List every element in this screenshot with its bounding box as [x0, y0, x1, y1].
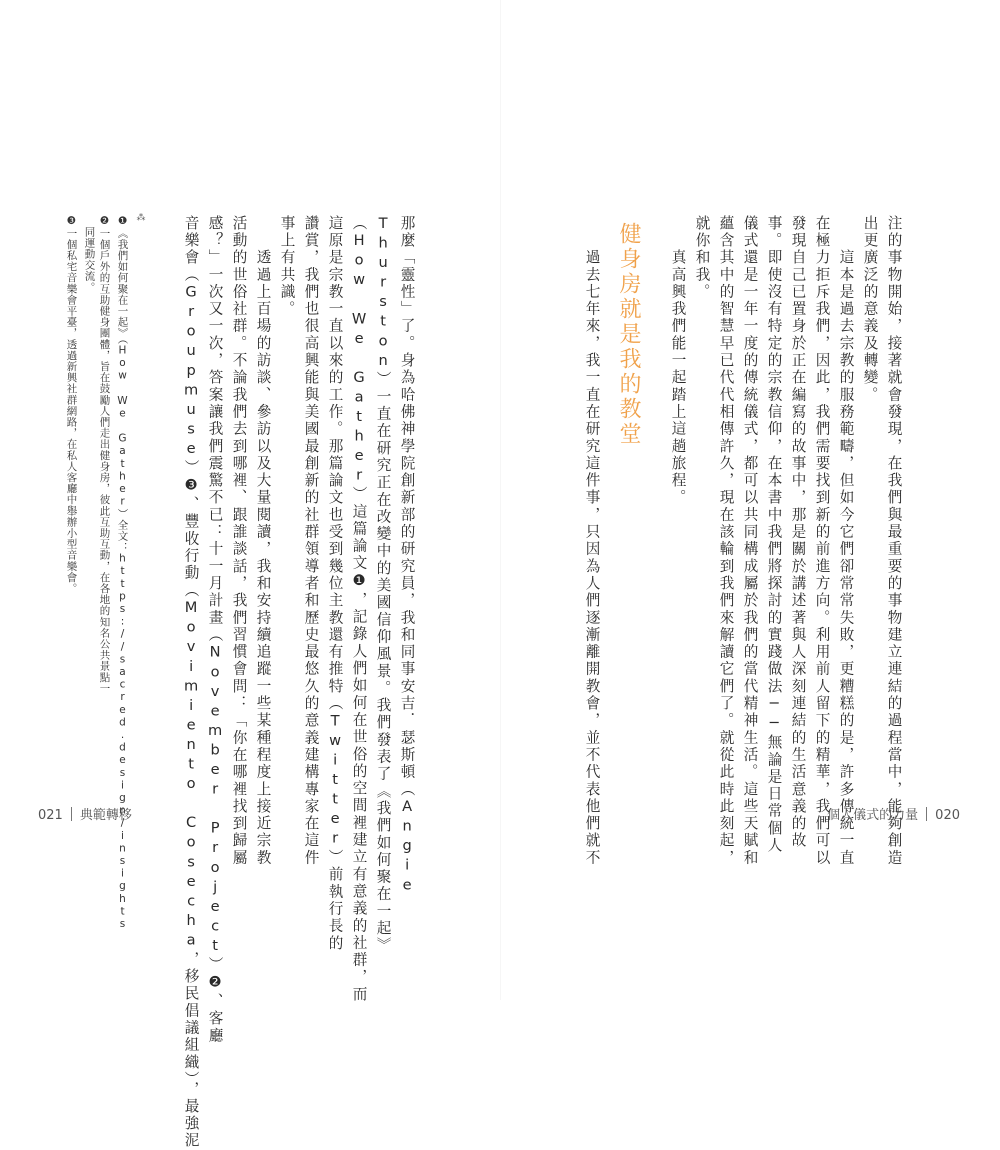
footnote-3: ❸一個私宅音樂會平臺，透過新興社群網路，在私人客廳中舉辦小型音樂會。	[65, 215, 78, 594]
left-text-column-8: 活動的世俗社群。不論我們去到哪裡、跟誰談話，我們習慣會問：「你在哪裡找到歸屬	[230, 215, 248, 867]
right-text-column-1: 注的事物開始，接著就會發現，在我們與最重要的事物建立連結的過程當中，能夠創造	[885, 215, 903, 867]
left-text-column-7: 透過上百場的訪談、參訪以及大量閱讀，我和安持續追蹤一些某種程度上接近宗教	[254, 215, 272, 867]
left-text-column-9: 感？」一次又一次，答案讓我們震驚不已：十一月計畫（November Project）❷、客廳	[206, 215, 224, 1045]
footer-divider	[926, 807, 927, 821]
right-text-column-4: 在極力拒斥我們，因此，我們需要找到新的前進方向。利用前人留下的精華，我們可以	[813, 215, 831, 867]
left-text-column-1: 那麼「靈性」了。身為哈佛神學院創新部的研究員，我和同事安吉．瑟斯頓（Angie	[398, 215, 416, 896]
right-text-column-2: 出更廣泛的意義及轉變。	[861, 215, 879, 404]
right-text-column-11: 過去七年來，我一直在研究這件事，只因為人們逐漸離開教會，並不代表他們就不	[583, 215, 601, 867]
left-text-column-4: 這原是宗教一直以來的工作。那篇論文也受到幾位主教還有推特（Twitter）前執行長的	[326, 215, 344, 953]
right-text-column-9: 就你和我。	[693, 215, 711, 301]
left-text-column-10: 音樂會（Groupmuse）❸、豐收行動（Movimiento Cosecha，移民倡議組織），最強泥	[182, 215, 200, 1150]
footnote-2: ❷一個戶外的互助健身團體，旨在鼓勵人們走出健身房，彼此互助互動，在各地的知名公共景點一	[98, 215, 111, 694]
page-spine	[500, 0, 501, 1000]
left-text-column-6: 事上有共識。	[278, 215, 296, 318]
left-page-footer	[38, 804, 132, 823]
right-text-column-10: 真高興我們能一起踏上這趟旅程。	[669, 215, 687, 507]
left-text-column-3: （How We Gather）這篇論文❶，記錄人們如何在世俗的空間裡建立有意義的社群，而	[350, 215, 368, 1004]
right-page-number: 020	[935, 808, 960, 823]
right-text-column-3: 這本是過去宗教的服務範疇，但如今它們卻常常失敗，更糟糕的是，許多傳統一直	[837, 215, 855, 867]
section-heading: 健身房就是我的教堂	[616, 222, 641, 447]
footnotes-mark: ⁂	[136, 213, 146, 223]
right-text-column-5: 發現自己已置身於正在編寫的故事中，那是關於講述著與人深刻連結的生活意義的故	[789, 215, 807, 850]
footnote-2-continued: 同運動交流。	[83, 215, 96, 293]
footer-divider	[71, 807, 72, 821]
right-text-column-8: 蘊含其中的智慧早已代代相傳許久，現在該輪到我們來解讀它們了。就從此時此刻起，	[717, 215, 735, 867]
left-text-column-2: Thurston）一直在研究正在改變中的美國信仰風景。我們發表了《我們如何聚在一起》	[374, 215, 392, 955]
right-text-column-6: 事。即使沒有特定的宗教信仰，在本書中我們將探討的實踐做法──無論是日常個人	[765, 215, 783, 855]
right-text-column-7: 儀式還是一年一度的傳統儀式，都可以共同構成屬於我們的當代精神生活。這些天賦和	[741, 215, 759, 867]
right-running-title: 個人儀式的力量	[827, 808, 919, 823]
left-running-title: 典範轉移	[79, 808, 132, 823]
left-page-number: 021	[38, 808, 63, 823]
footnote-1: ❶《我們如何聚在一起》（How We Gather）全文：https://sacred.design/insights	[116, 215, 129, 931]
right-page-footer	[827, 804, 960, 823]
left-text-column-5: 讚賞，我們也很高興能與美國最創新的社群領導者和歷史最悠久的意義建構專家在這件	[302, 215, 320, 867]
